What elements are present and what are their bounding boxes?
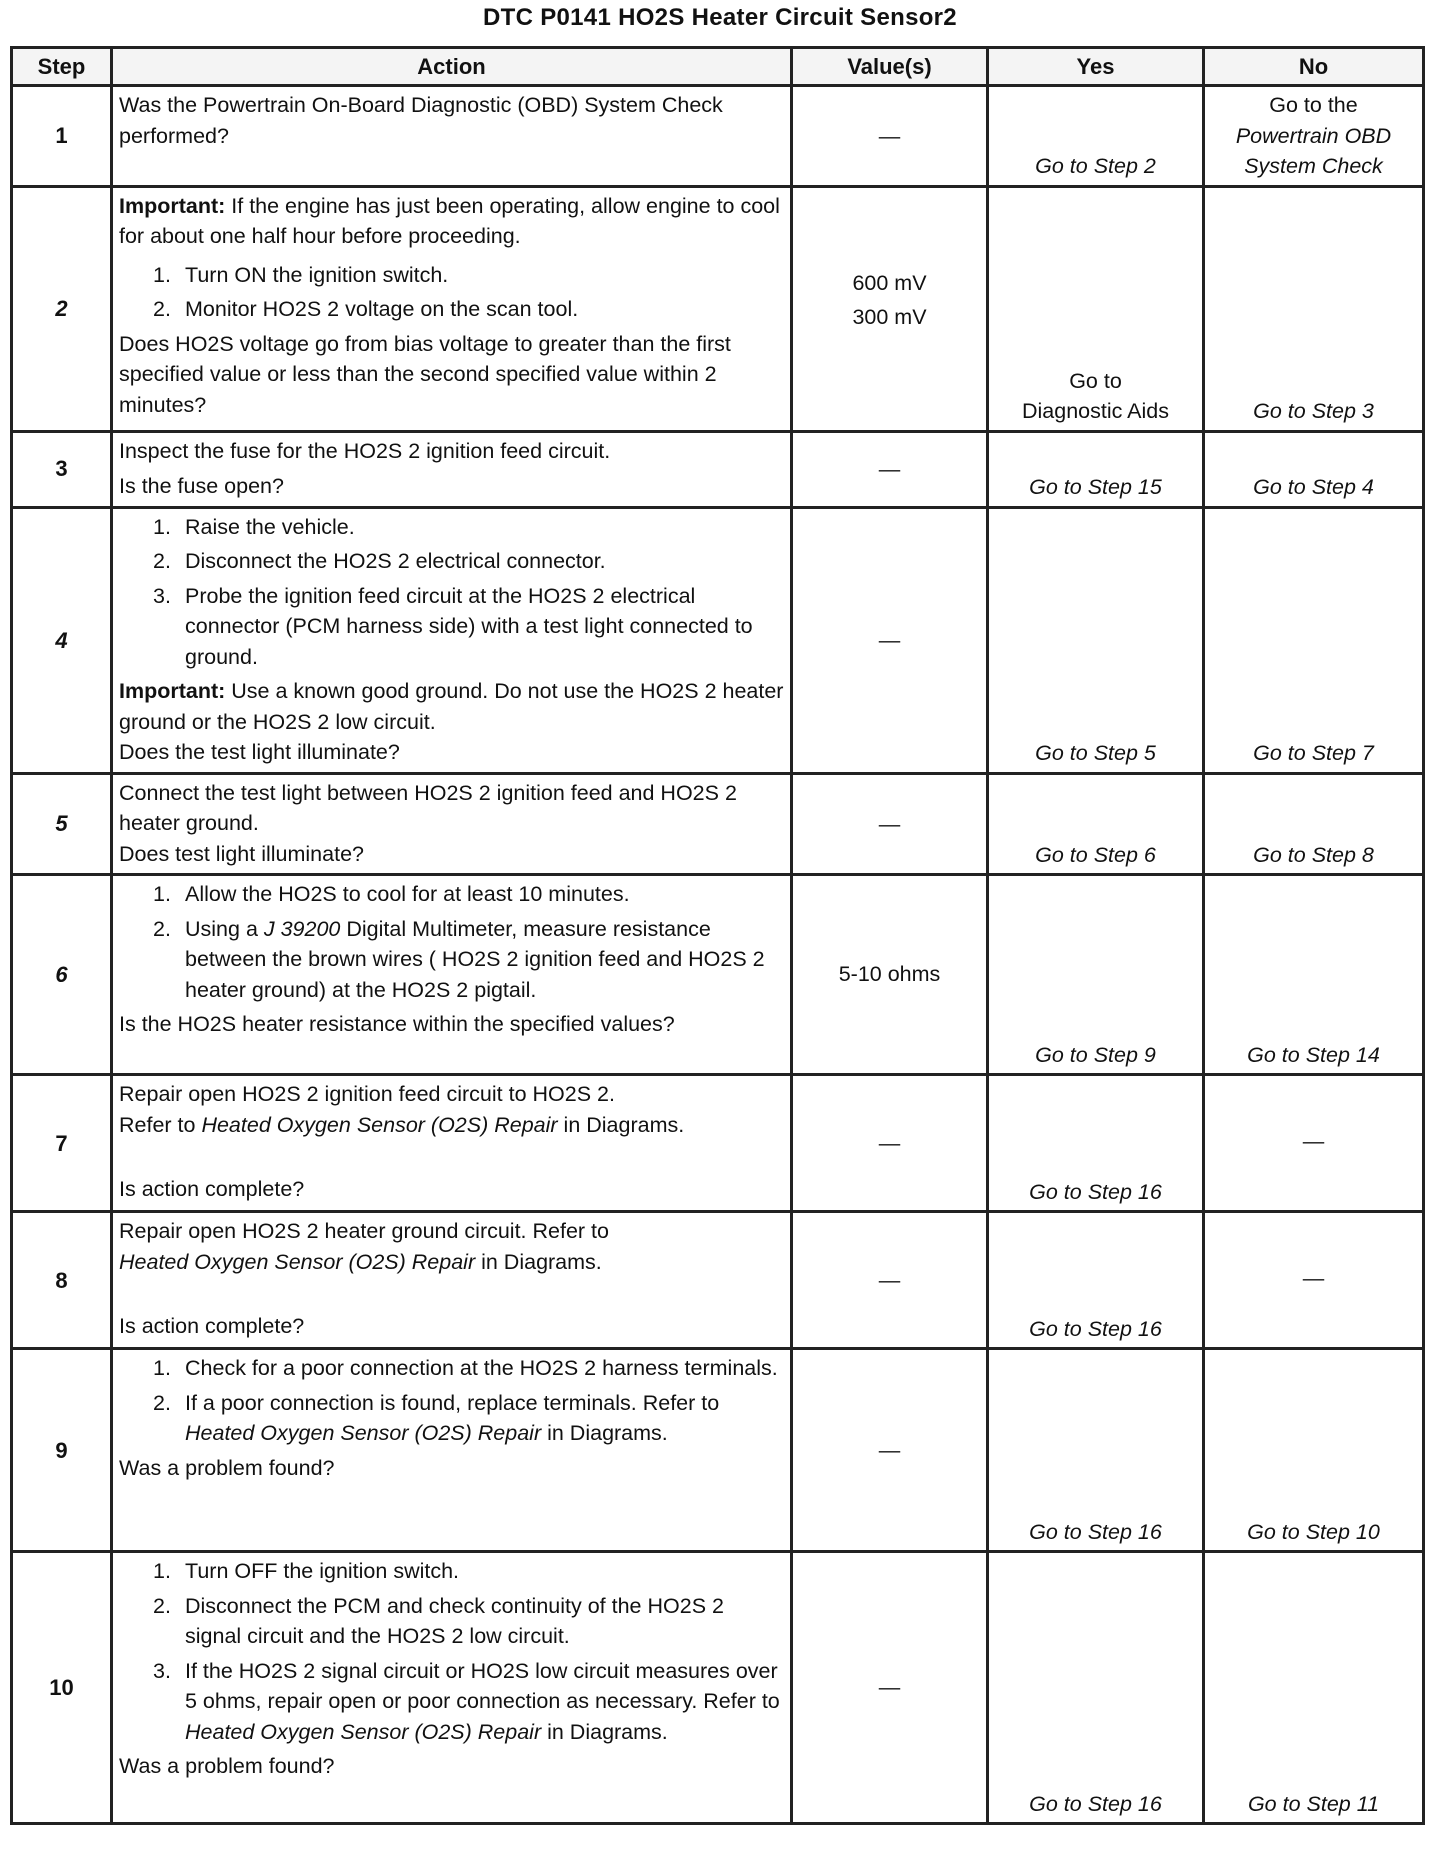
refer-post: in Diagrams. — [475, 1249, 602, 1274]
step-number: 7 — [12, 1075, 112, 1212]
list-item — [119, 1591, 784, 1652]
list-item — [119, 1656, 784, 1748]
refer-doc: Heated Oxygen Sensor (O2S) Repair — [201, 1112, 558, 1137]
action-cell — [112, 1552, 792, 1824]
value-cell: — — [792, 1552, 988, 1824]
value-cell: — — [792, 1075, 988, 1212]
action-question: Does the test light illuminate? — [119, 740, 400, 765]
action-cell — [112, 1349, 792, 1552]
value-cell: — — [792, 773, 988, 875]
item-number: 1. — [153, 514, 171, 539]
no-cell: Go to Step 10 — [1204, 1349, 1424, 1552]
item-text: If a poor connection is found, replace terminals. Refer to — [185, 1390, 720, 1415]
item-text: in Diagrams. — [541, 1719, 668, 1744]
action-text: Repair open HO2S 2 heater ground circuit. Refer to — [119, 1219, 609, 1244]
no-cell: Go to Step 11 — [1204, 1552, 1424, 1824]
item-text: Turn ON the ignition switch. — [185, 262, 449, 287]
table-row-step-1 — [12, 86, 1424, 187]
item-number: 1. — [153, 1559, 171, 1584]
item-number: 2. — [153, 916, 171, 941]
action-question: Does HO2S voltage go from bias voltage to greater than the first specified value or less than the second specified value within 2 minutes? — [119, 331, 731, 417]
item-number: 2. — [153, 1593, 171, 1618]
list-item — [119, 512, 784, 543]
value-cell: — — [792, 1212, 988, 1349]
no-cell: Go to Step 4 — [1204, 431, 1424, 507]
action-cell — [112, 1075, 792, 1212]
item-text: Check for a poor connection at the HO2S 2 harness terminals. — [185, 1356, 778, 1381]
table-row-step-2 — [12, 186, 1424, 431]
header-row — [12, 48, 1424, 86]
refer-text — [119, 1247, 784, 1278]
tool-name: J 39200 — [263, 916, 341, 941]
important-label: Important: — [119, 193, 226, 218]
action-cell — [112, 431, 792, 507]
step-number: 1 — [12, 86, 112, 187]
no-link: System Check — [1244, 154, 1383, 179]
list-item — [119, 546, 784, 577]
step-number: 8 — [12, 1212, 112, 1349]
action-text: Inspect the fuse for the HO2S 2 ignition feed circuit. — [119, 438, 611, 463]
no-link: Powertrain OBD — [1235, 123, 1392, 148]
action-question: Was the Powertrain On-Board Diagnostic (OBD) System Check performed? — [119, 93, 723, 148]
list-item — [119, 914, 784, 1006]
item-number: 3. — [153, 583, 171, 608]
page-title: DTC P0141 HO2S Heater Circuit Sensor2 — [483, 4, 957, 31]
table-row-step-9 — [12, 1349, 1424, 1552]
header-no: No — [1204, 48, 1424, 86]
important-label: Important: — [119, 679, 226, 704]
value-cell: — — [792, 431, 988, 507]
item-number: 2. — [153, 297, 171, 322]
table-row-step-4 — [12, 507, 1424, 773]
important-note — [119, 676, 784, 737]
action-cell — [112, 875, 792, 1075]
table-row-step-8 — [12, 1212, 1424, 1349]
list-item — [119, 581, 784, 673]
no-cell: — — [1204, 1212, 1424, 1349]
yes-cell: Go to Step 16 — [988, 1552, 1204, 1824]
action-question: Is action complete? — [119, 1314, 305, 1339]
step-number: 10 — [12, 1552, 112, 1824]
step-number: 6 — [12, 875, 112, 1075]
step-number: 5 — [12, 773, 112, 875]
action-question: Was a problem found? — [119, 1754, 335, 1779]
item-text: Probe the ignition feed circuit at the HO2S 2 electrical connector (PCM harness side) with a test light connected to ground. — [185, 583, 753, 669]
item-number: 2. — [153, 1390, 171, 1415]
header-step: Step — [12, 48, 112, 86]
step-number: 2 — [12, 186, 112, 431]
action-question: Is action complete? — [119, 1177, 305, 1202]
table-row-step-10 — [12, 1552, 1424, 1824]
refer-doc: Heated Oxygen Sensor (O2S) Repair — [119, 1249, 476, 1274]
list-item — [119, 260, 784, 291]
yes-cell: Go to Step 16 — [988, 1349, 1204, 1552]
yes-cell: Go to Step 5 — [988, 507, 1204, 773]
yes-cell: Go to Step 15 — [988, 431, 1204, 507]
diagnostic-table — [10, 46, 1425, 1825]
item-number: 3. — [153, 1658, 171, 1683]
value-cell: — — [792, 507, 988, 773]
table-row-step-3 — [12, 431, 1424, 507]
item-number: 1. — [153, 882, 171, 907]
important-text: Use a known good ground. Do not use the HO2S 2 heater ground or the HO2S 2 low circuit. — [119, 679, 784, 734]
item-number: 1. — [153, 262, 171, 287]
yes-cell — [988, 186, 1204, 431]
list-item — [119, 1556, 784, 1587]
item-text: in Diagrams. — [541, 1421, 668, 1446]
refer-doc: Heated Oxygen Sensor (O2S) Repair — [185, 1421, 542, 1446]
no-cell: Go to Step 8 — [1204, 773, 1424, 875]
list-item — [119, 879, 784, 910]
header-values: Value(s) — [792, 48, 988, 86]
action-cell — [112, 773, 792, 875]
yes-cell: Go to Step 2 — [988, 86, 1204, 187]
action-cell — [112, 1212, 792, 1349]
action-question: Is the HO2S heater resistance within the specified values? — [119, 1012, 675, 1037]
no-cell: Go to Step 3 — [1204, 186, 1424, 431]
list-item — [119, 294, 784, 325]
yes-cell: Go to Step 16 — [988, 1075, 1204, 1212]
yes-text: Diagnostic Aids — [1022, 399, 1169, 424]
item-text: Using a — [185, 916, 264, 941]
list-item — [119, 1388, 784, 1449]
item-text: Monitor HO2S 2 voltage on the scan tool. — [185, 297, 579, 322]
action-question: Is the fuse open? — [119, 474, 284, 499]
step-number: 9 — [12, 1349, 112, 1552]
action-cell — [112, 186, 792, 431]
refer-text — [119, 1110, 784, 1141]
no-text: Go to the — [1269, 93, 1358, 117]
item-text: Allow the HO2S to cool for at least 10 minutes. — [185, 882, 630, 907]
yes-cell: Go to Step 9 — [988, 875, 1204, 1075]
action-text: Repair open HO2S 2 ignition feed circuit to HO2S 2. — [119, 1082, 615, 1107]
step-number: 3 — [12, 431, 112, 507]
refer-doc: Heated Oxygen Sensor (O2S) Repair — [185, 1719, 542, 1744]
item-text: Disconnect the HO2S 2 electrical connector. — [185, 549, 606, 574]
value-cell: — — [792, 1349, 988, 1552]
action-text: Connect the test light between HO2S 2 ignition feed and HO2S 2 heater ground. — [119, 780, 737, 836]
table-row-step-5 — [12, 773, 1424, 875]
value-cell: — — [792, 86, 988, 187]
header-yes: Yes — [988, 48, 1204, 86]
no-cell: Go to Step 14 — [1204, 875, 1424, 1075]
header-action: Action — [112, 48, 792, 86]
value-cell — [792, 186, 988, 431]
yes-cell: Go to Step 6 — [988, 773, 1204, 875]
important-note — [119, 191, 784, 252]
list-item — [119, 1353, 784, 1384]
no-cell — [1204, 86, 1424, 187]
value-2: 300 mV — [852, 305, 927, 330]
yes-cell: Go to Step 16 — [988, 1212, 1204, 1349]
action-cell — [112, 507, 792, 773]
no-cell: — — [1204, 1075, 1424, 1212]
action-question: Does test light illuminate? — [119, 841, 364, 866]
table-row-step-7 — [12, 1075, 1424, 1212]
item-text: Digital Multimeter, measure resistance between the brown wires ( HO2S 2 ignition feed and HO2S 2 heater ground) at the HO2S 2 pigtail. — [185, 916, 765, 1002]
action-question: Was a problem found? — [119, 1455, 335, 1480]
item-text: Raise the vehicle. — [185, 514, 355, 539]
action-cell — [112, 86, 792, 187]
value-cell: 5-10 ohms — [792, 875, 988, 1075]
item-text: Disconnect the PCM and check continuity of the HO2S 2 signal circuit and the HO2S 2 low circuit. — [185, 1593, 724, 1649]
refer-pre: Refer to — [119, 1112, 202, 1137]
table-row-step-6 — [12, 875, 1424, 1075]
important-text: If the engine has just been operating, allow engine to cool for about one half hour before proceeding. — [119, 193, 780, 249]
item-text: Turn OFF the ignition switch. — [185, 1559, 460, 1584]
item-number: 1. — [153, 1356, 171, 1381]
step-number: 4 — [12, 507, 112, 773]
yes-text: Go to — [1069, 368, 1122, 393]
item-number: 2. — [153, 549, 171, 574]
value-1: 600 mV — [852, 270, 927, 295]
refer-post: in Diagrams. — [557, 1112, 685, 1137]
no-cell: Go to Step 7 — [1204, 507, 1424, 773]
item-text: If the HO2S 2 signal circuit or HO2S low circuit measures over 5 ohms, repair open or poor connection as necessary. Refer to — [185, 1658, 780, 1714]
